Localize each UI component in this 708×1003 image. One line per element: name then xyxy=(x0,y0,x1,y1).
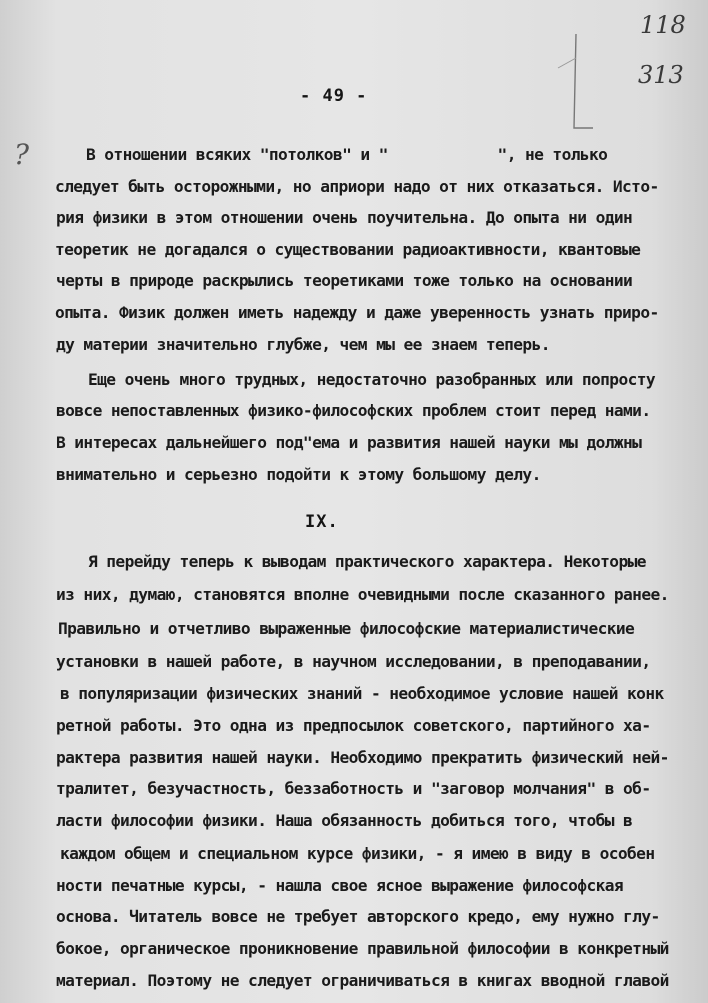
text-line: бокое, органическое проникновение правильной философии в конкретный xyxy=(56,939,669,958)
text-line: тралитет, безучастность, беззаботность и "заговор молчания" в об- xyxy=(56,779,651,798)
text-line: основа. Читатель вовсе не требует авторского кредо, ему нужно глу- xyxy=(56,907,660,926)
text-line: Еще очень много трудных, недостаточно разобранных или попросту xyxy=(88,370,656,389)
text-line: ду материи значительно глубже, чем мы ее знаем теперь. xyxy=(56,335,550,354)
page-number: - 49 - xyxy=(300,86,368,106)
text-line: из них, думаю, становятся вполне очевидными после сказанного ранее. xyxy=(56,585,669,604)
text-line: опыта. Физик должен иметь надежду и даже уверенность узнать приро- xyxy=(55,303,659,322)
section-heading: IX. xyxy=(305,512,339,532)
text-line: вовсе непоставленных физико-философских проблем стоит перед нами. xyxy=(56,401,651,420)
text-line: ретной работы. Это одна из предпосылок советского, партийного ха- xyxy=(56,716,651,735)
archive-mark-bottom: 313 xyxy=(638,61,684,89)
archive-mark-top: 118 xyxy=(640,11,686,39)
text-line: Я перейду теперь к выводам практического характера. Некоторые xyxy=(88,552,646,571)
text-line: черты в природе раскрылись теоретиками тоже только на основании xyxy=(56,271,633,290)
text-line: ности печатные курсы, - нашла свое ясное выражение философская xyxy=(56,876,624,895)
text-line: теоретик не догадался о существовании радиоактивности, квантовые xyxy=(55,240,641,259)
margin-question-mark: ? xyxy=(14,138,30,171)
text-line: В отношении всяких "потолков" и " ", не только xyxy=(86,145,608,164)
pencil-stroke xyxy=(548,28,608,138)
text-line: внимательно и серьезно подойти к этому большому делу. xyxy=(56,465,541,484)
text-line: Правильно и отчетливо выраженные философские материалистические xyxy=(58,619,635,638)
text-line: ласти философии физики. Наша обязанность добиться того, чтобы в xyxy=(56,811,633,830)
text-line: рия физики в этом отношении очень поучительна. До опыта ни один xyxy=(56,208,633,227)
text-line: каждом общем и специальном курсе физики, - я имею в виду в особен xyxy=(60,844,655,863)
text-line: следует быть осторожными, но априори надо от них отказаться. Исто- xyxy=(55,177,659,196)
text-line: материал. Поэтому не следует ограничиваться в книгах вводной главой xyxy=(56,971,669,990)
text-line: в популяризации физических знаний - необходимое условие нашей конк xyxy=(60,684,664,703)
text-line: рактера развития нашей науки. Необходимо прекратить физический ней- xyxy=(56,748,669,767)
text-line: установки в нашей работе, в научном исследовании, в преподавании, xyxy=(56,652,651,671)
text-line: В интересах дальнейшего под"ема и развития нашей науки мы должны xyxy=(56,433,642,452)
